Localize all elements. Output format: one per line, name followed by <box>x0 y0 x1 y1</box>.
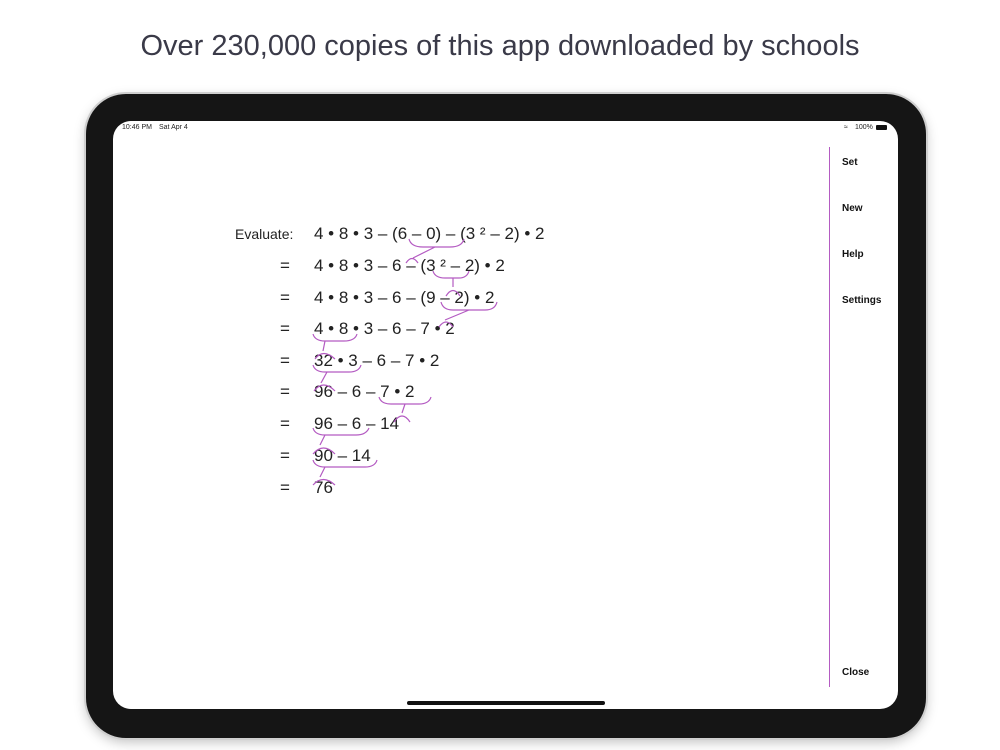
close-button[interactable]: Close <box>842 667 870 678</box>
equals-sign: = <box>280 382 290 401</box>
step-expression: 96 – 6 – 7 • 2 <box>314 382 415 401</box>
step-expression: 4 • 8 • 3 – 6 – (3 ² – 2) • 2 <box>314 256 505 275</box>
equals-sign: = <box>280 319 290 338</box>
headline: Over 230,000 copies of this app downloaded by schools <box>140 30 860 62</box>
help-button[interactable]: Help <box>842 249 864 260</box>
ipad-screen <box>113 121 898 709</box>
equals-sign: = <box>280 478 290 497</box>
step-expression: 4 • 8 • 3 – 6 – (9 – 2) • 2 <box>314 288 495 307</box>
new-button[interactable]: New <box>842 203 863 214</box>
step-expression: 96 – 6 – 14 <box>314 414 400 433</box>
step-expression: 76 <box>314 478 333 497</box>
step-expression: 32 • 3 – 6 – 7 • 2 <box>314 351 440 370</box>
step-expression: 90 – 14 <box>314 446 371 465</box>
step-expression: 4 • 8 • 3 – 6 – 7 • 2 <box>314 319 455 338</box>
settings-button[interactable]: Settings <box>842 295 882 306</box>
equals-sign: = <box>280 414 290 433</box>
wifi-icon: ≈ <box>844 124 848 131</box>
step-expression: 4 • 8 • 3 – (6 – 0) – (3 ² – 2) • 2 <box>314 224 545 243</box>
evaluate-label: Evaluate: <box>235 226 294 242</box>
status-time: 10:46 PM <box>122 124 152 131</box>
status-date: Sat Apr 4 <box>159 124 188 131</box>
equals-sign: = <box>280 256 290 275</box>
equals-sign: = <box>280 351 290 370</box>
evaluation-brackets <box>113 121 898 709</box>
set-button[interactable]: Set <box>842 157 858 168</box>
equals-sign: = <box>280 288 290 307</box>
home-indicator[interactable] <box>407 701 605 705</box>
sidebar-divider <box>829 147 830 687</box>
status-battery: 100% <box>855 124 873 131</box>
equals-sign: = <box>280 446 290 465</box>
